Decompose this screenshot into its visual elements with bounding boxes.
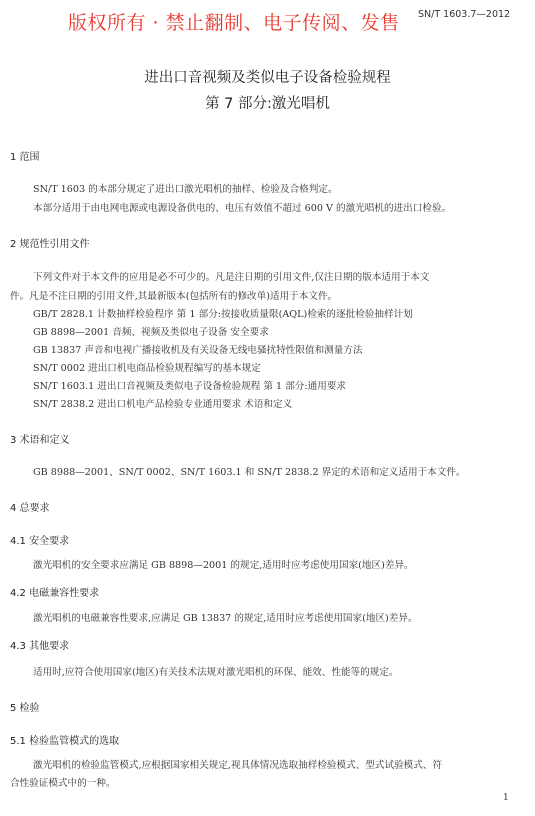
section-3-heading: 3 术语和定义: [10, 435, 70, 446]
section-4-2-text: 激光唱机的电磁兼容性要求,应满足 GB 13837 的规定,适用时应考虑使用国家(地区)差异。: [33, 613, 418, 624]
section-5-1-text-line-1: 激光唱机的检验监管模式,应根据国家相关规定,视具体情况选取抽样检验模式、型式试验模式、符: [33, 760, 443, 771]
reference-item: GB 13837 声音和电视广播接收机及有关设备无线电骚扰特性限值和测量方法: [33, 345, 363, 356]
section-4-heading: 4 总要求: [10, 503, 50, 514]
section-2-intro-line-2: 件。凡是不注日期的引用文件,其最新版本(包括所有的修改单)适用于本文件。: [10, 291, 338, 302]
reference-item: SN/T 2838.2 进出口机电产品检验专业通用要求 术语和定义: [33, 399, 293, 410]
section-4-1-heading: 4.1 安全要求: [10, 536, 70, 547]
section-4-2-heading: 4.2 电磁兼容性要求: [10, 588, 100, 599]
reference-item: SN/T 0002 进出口机电商品检验规程编写的基本规定: [33, 363, 261, 374]
page-number: 1: [503, 793, 509, 803]
section-4-3-heading: 4.3 其他要求: [10, 641, 70, 652]
section-5-heading: 5 检验: [10, 703, 40, 714]
section-1-heading: 1 范围: [10, 152, 40, 163]
standard-number: SN/T 1603.7—2012: [418, 9, 511, 20]
reference-item: SN/T 1603.1 进出口音视频及类似电子设备检验规程 第 1 部分:通用要求: [33, 381, 347, 392]
section-5-1-heading: 5.1 检验监管模式的选取: [10, 736, 120, 747]
section-3-paragraph: GB 8988—2001、SN/T 0002、SN/T 1603.1 和 SN/T 2838.2 界定的术语和定义适用于本文件。: [33, 467, 466, 478]
reference-item: GB 8898—2001 音频、视频及类似电子设备 安全要求: [33, 327, 269, 338]
section-4-3-text: 适用时,应符合使用国家(地区)有关技术法规对激光唱机的环保、能效、性能等的规定。: [33, 667, 399, 678]
section-1-paragraph-2: 本部分适用于由电网电源或电源设备供电的、电压有效值不超过 600 V 的激光唱机的进出口检验。: [33, 203, 452, 214]
section-4-1-text: 激光唱机的安全要求应满足 GB 8898—2001 的规定,适用时应考虑使用国家(地区)差异。: [33, 560, 414, 571]
document-title: 进出口音视频及类似电子设备检验规程: [144, 70, 391, 86]
reference-item: GB/T 2828.1 计数抽样检验程序 第 1 部分:按接收质量限(AQL)检索的逐批检验抽样计划: [33, 309, 413, 320]
section-2-intro-line-1: 下列文件对于本文件的应用是必不可少的。凡是注日期的引用文件,仅注日期的版本适用于本文: [33, 272, 430, 283]
section-1-paragraph-1: SN/T 1603 的本部分规定了进出口激光唱机的抽样、检验及合格判定。: [33, 184, 338, 195]
section-5-1-text-line-2: 合性验证模式中的一种。: [10, 778, 116, 789]
copyright-watermark: 版权所有 · 禁止翻制、电子传阅、发售: [68, 12, 400, 34]
document-subtitle: 第 7 部分:激光唱机: [205, 96, 330, 112]
section-2-heading: 2 规范性引用文件: [10, 239, 90, 250]
